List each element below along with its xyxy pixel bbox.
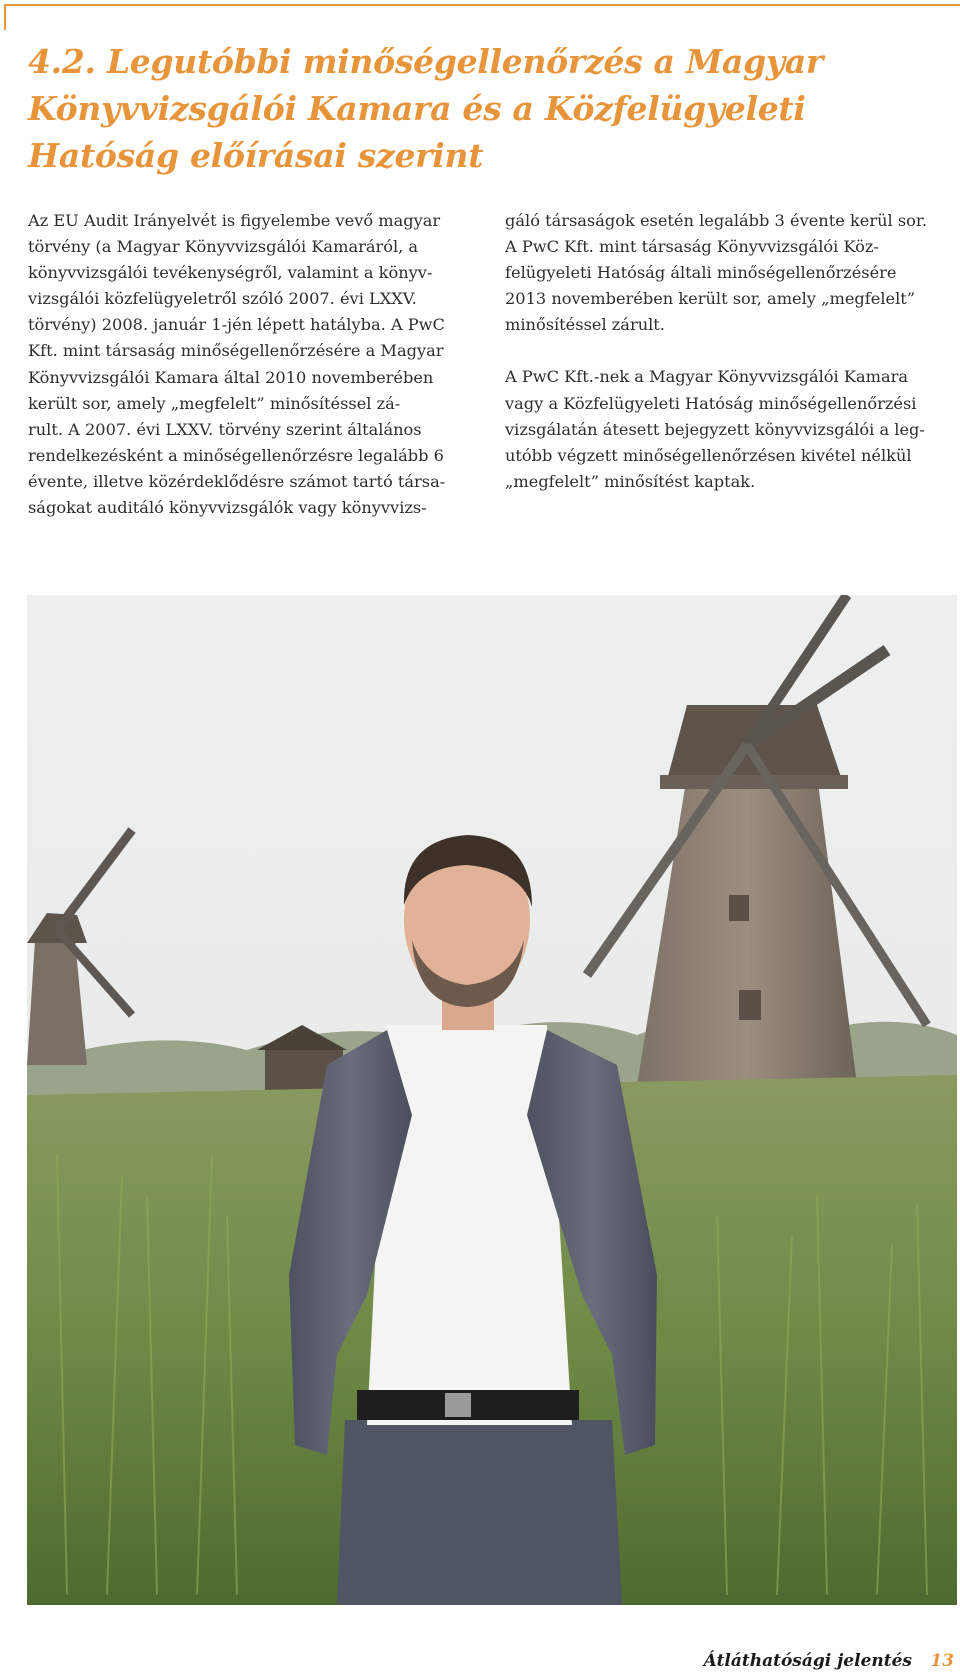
footer-title: Átláthatósági jelentés xyxy=(703,1651,912,1671)
text-line: ságokat auditáló könyvvizsgálók vagy könyvvizs- xyxy=(28,498,427,518)
text-line: évente, illetve közérdeklődésre számot tartó társa- xyxy=(28,471,446,491)
frame-line-top xyxy=(4,4,960,6)
section-heading xyxy=(28,38,928,179)
paragraph-gap xyxy=(505,338,955,364)
photo-illustration xyxy=(27,595,957,1605)
text-line: vizsgálatán átesett bejegyzett könyvvizsgálói a leg- xyxy=(505,419,925,439)
left-paragraph xyxy=(28,208,490,521)
left-text-column xyxy=(28,208,490,521)
heading-line-1: 4.2. Legutóbbi minőségellenőrzés a Magyar xyxy=(28,42,823,81)
text-line: Könyvvizsgálói Kamara által 2010 novemberében xyxy=(28,367,434,387)
text-line: vizsgálói közfelügyeletről szóló 2007. évi LXXV. xyxy=(28,289,417,309)
text-line: felügyeleti Hatóság általi minőségellenőrzésére xyxy=(505,263,897,283)
right-paragraph-2 xyxy=(505,364,955,494)
text-line: Az EU Audit Irányelvét is figyelembe vevő magyar xyxy=(28,211,441,230)
text-line: A PwC Kft.-nek a Magyar Könyvvizsgálói Kamara xyxy=(505,367,909,387)
text-line: Kft. mint társaság minőségellenőrzésére a Magyar xyxy=(28,341,444,361)
page-number: 13 xyxy=(930,1651,954,1671)
text-line: „megfelelt” minősítést kaptak. xyxy=(505,471,756,491)
text-line: könyvvizsgálói tevékenységről, valamint a könyv- xyxy=(28,263,433,283)
text-line: 2013 novemberében került sor, amely „megfelelt” xyxy=(505,289,916,309)
text-line: rult. A 2007. évi LXXV. törvény szerint általános xyxy=(28,419,422,439)
portrait-photo xyxy=(27,595,957,1605)
heading-line-3: Hatóság előírásai szerint xyxy=(28,136,484,175)
text-line: törvény (a Magyar Könyvvizsgálói Kamaráról, a xyxy=(28,237,419,257)
right-paragraph-1 xyxy=(505,208,955,338)
text-line: gáló társaságok esetén legalább 3 évente kerül sor. xyxy=(505,211,927,230)
right-text-column xyxy=(505,208,955,495)
text-line: minősítéssel zárult. xyxy=(505,315,665,335)
text-line: A PwC Kft. mint társaság Könyvvizsgálói Köz- xyxy=(505,237,879,257)
text-line: került sor, amely „megfelelt” minősítéssel zá- xyxy=(28,393,401,413)
heading-line-2: Könyvvizsgálói Kamara és a Közfelügyeleti xyxy=(28,89,806,128)
text-line: rendelkezésként a minőségellenőrzésre legalább 6 xyxy=(28,445,444,465)
text-line: utóbb végzett minőségellenőrzésen kivétel nélkül xyxy=(505,445,912,465)
text-line: vagy a Közfelügyeleti Hatóság minőségellenőrzési xyxy=(505,393,917,413)
text-line: törvény) 2008. január 1-jén lépett hatályba. A PwC xyxy=(28,315,445,335)
frame-line-left xyxy=(4,4,6,30)
